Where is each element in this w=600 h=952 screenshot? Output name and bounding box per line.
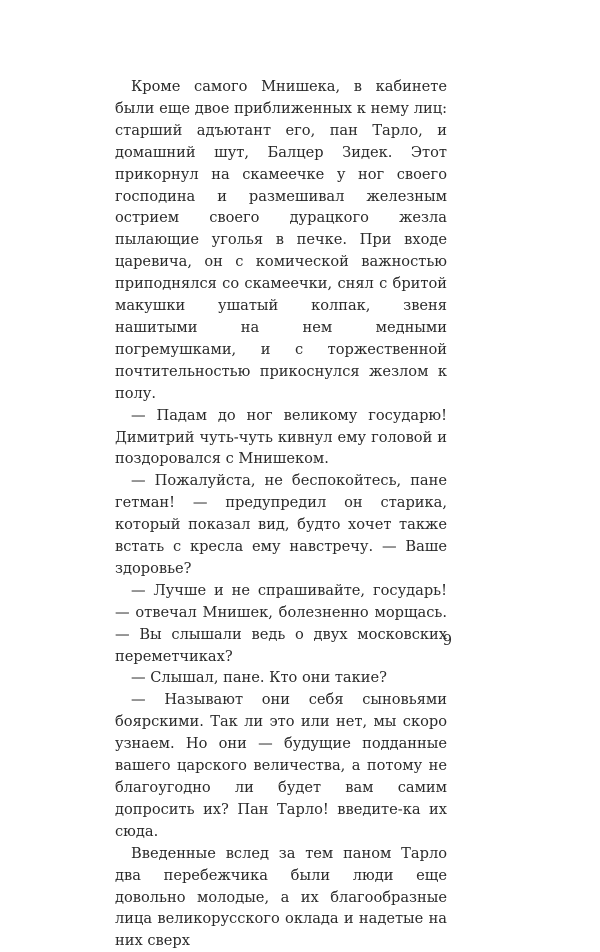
- paragraph: — Называют они себя сыновьями боярскими. Так ли это или нет, мы скоро узнаем. Но они — будущие подданные вашего царского величества, а потому не благоугодно ли будет вам самим допросить их? Пан Тарло! введите-ка их сюда.: [115, 691, 447, 840]
- paragraph: — Пожалуйста, не беспокойтесь, пане гетман! — предупредил он старика, который показал вид, будто хочет также встать с кресла ему навстречу. — Ваше здоровье?: [115, 472, 447, 577]
- page-number: 9: [442, 632, 452, 649]
- paragraph: — Падам до ног великому государю! Димитрий чуть-чуть кивнул ему головой и поздоровался с Мнишеком.: [115, 406, 447, 468]
- paragraph: Введенные вслед за тем паном Тарло два перебежчика были люди еще довольно молодые, а их благообразные лица великорусского оклада и надетые на них сверх: [115, 844, 447, 950]
- paragraph: — Лучше и не спрашивайте, государь! — отвечал Мнишек, болезненно морщась. — Вы слышали ведь о двух московских переметчиках?: [115, 581, 447, 665]
- body-text: [115, 76, 447, 952]
- paragraph: — Слышал, пане. Кто они такие?: [131, 669, 387, 687]
- paragraph: Кроме самого Мнишека, в кабинете были еще двое приближенных к нему лиц: старший адъютант его, пан Тарло, и домашний шут, Балцер Зидек. Этот прикорнул на скамеечке у ног своего господина и размешивал железным острием своего дурацкого жезла пылающие уголья в печке. При входе царевича, он с комической важностью приподнялся со скамеечки, снял с бритой макушки ушатый колпак, звеня нашитыми на нем медными погремушками, и с торжественной почтительностью прикоснулся жезлом к полу.: [115, 78, 447, 402]
